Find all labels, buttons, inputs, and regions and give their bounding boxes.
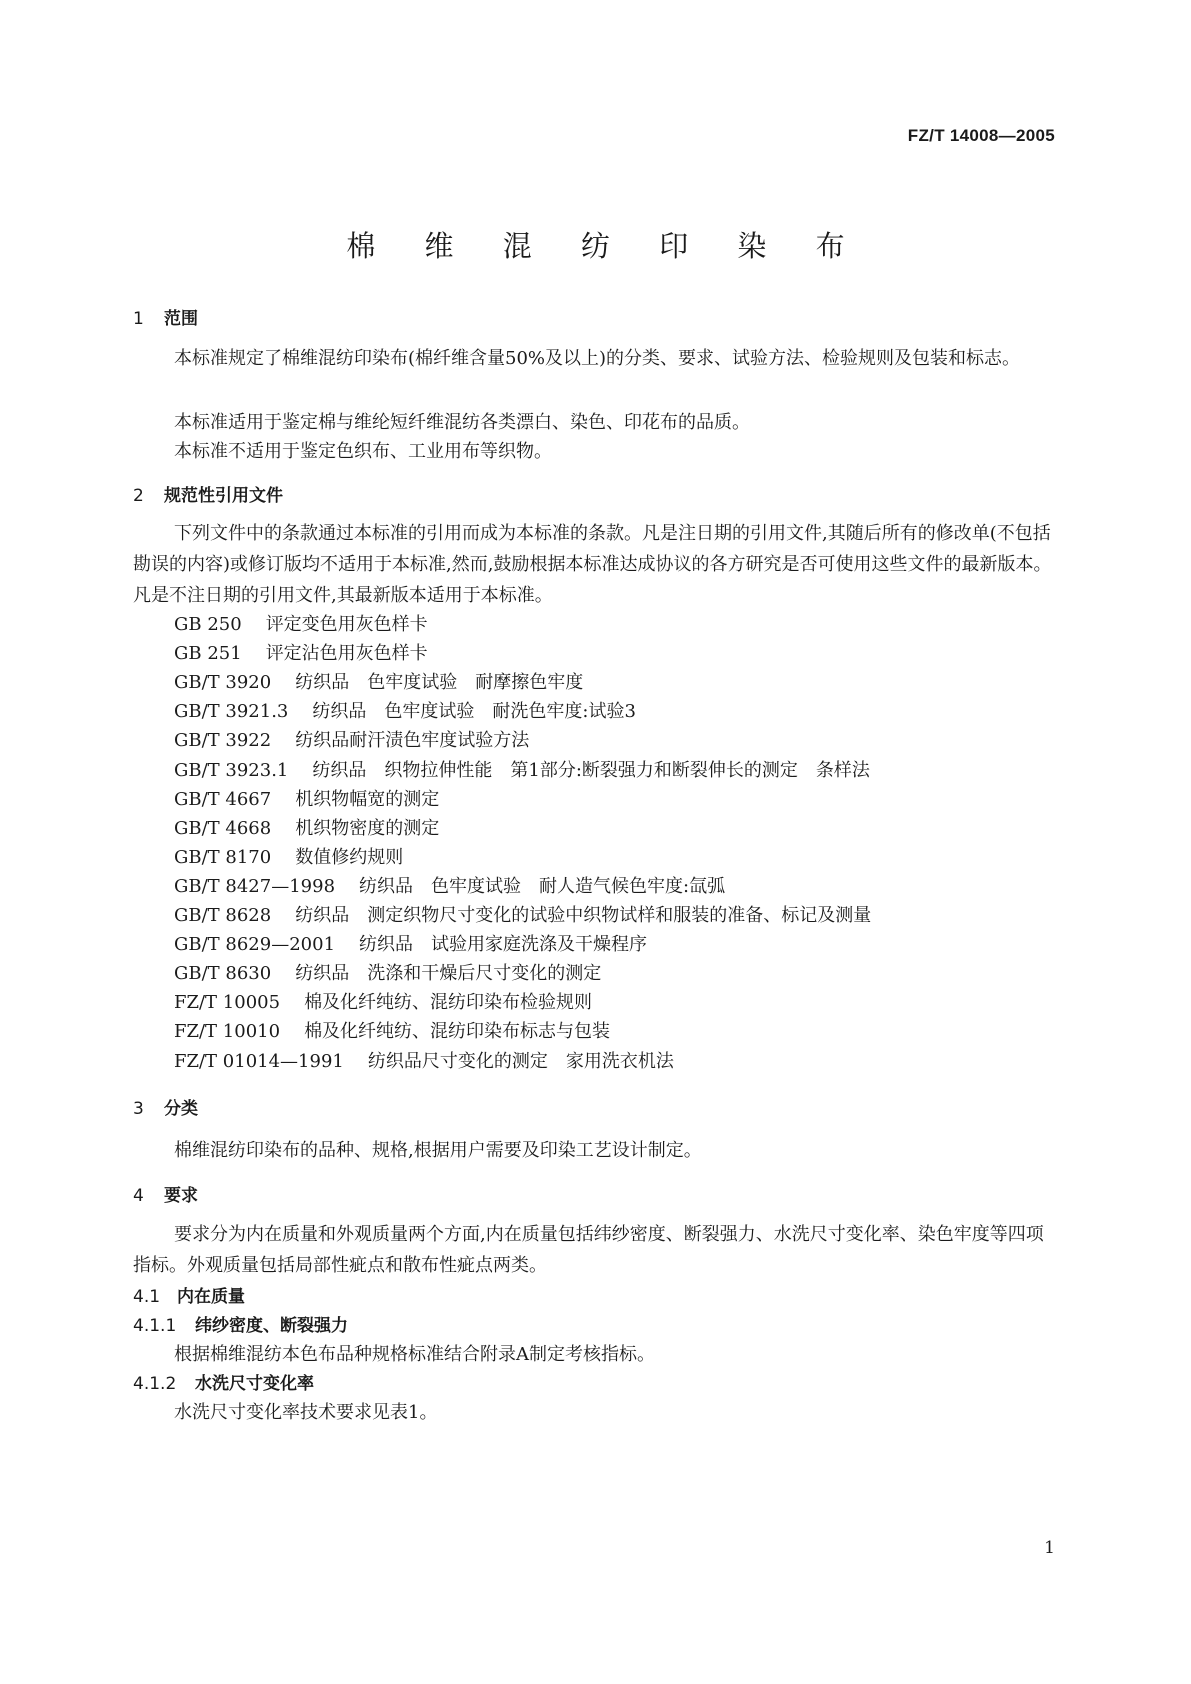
reference-title: 机织物幅宽的测定 (295, 788, 440, 810)
reference-item (174, 756, 870, 782)
section-1-heading (133, 304, 198, 329)
reference-code: GB/T 8628 (174, 905, 272, 926)
reference-code: GB 251 (174, 643, 242, 665)
section-2-paragraph-1: 下列文件中的条款通过本标准的引用而成为本标准的条款。凡是注日期的引用文件,其随后所有的修改单(不包括勘误的内容)或修订版均不适用于本标准,然而,鼓励根据本标准达成协议的各方研究是否可使用这些文件的最新版本。凡是不注日期的引用文件,其最新版本适用于本标准。 (133, 523, 1052, 606)
subsection-title: 纬纱密度、断裂强力 (195, 1316, 348, 1336)
reference-code: GB/T 3921.3 (174, 701, 289, 723)
page-number: 1 (1044, 1538, 1055, 1558)
section-1-paragraph-2: 本标准适用于鉴定棉与维纶短纤维混纺各类漂白、染色、印花布的品质。 (174, 412, 750, 433)
reference-code: GB/T 3922 (174, 730, 272, 752)
subsection-4-1-heading (133, 1282, 245, 1307)
section-number: 3 (133, 1099, 144, 1119)
subsection-title: 水洗尺寸变化率 (195, 1374, 314, 1394)
subsection-4-1-2-heading (133, 1369, 314, 1394)
reference-title: 纺织品 试验用家庭洗涤及干燥程序 (359, 934, 648, 956)
section-4-paragraph-1: 要求分为内在质量和外观质量两个方面,内在质量包括纬纱密度、断裂强力、水洗尺寸变化率、染色牢度等四项指标。外观质量包括局部性疵点和散布性疵点两类。 (133, 1224, 1044, 1276)
subsection-number: 4.1.2 (133, 1374, 177, 1394)
standard-code: FZ/T 14008—2005 (907, 126, 1055, 145)
reference-title: 纺织品 色牢度试验 耐洗色牢度:试验3 (312, 701, 636, 723)
reference-item (174, 668, 583, 694)
reference-code: GB 250 (174, 614, 242, 635)
section-number: 4 (133, 1186, 144, 1206)
reference-title: 评定沾色用灰色样卡 (265, 643, 428, 665)
section-number: 1 (133, 309, 144, 329)
reference-title: 纺织品 织物拉伸性能 第1部分:断裂强力和断裂伸长的测定 条样法 (312, 759, 870, 781)
reference-title: 纺织品 洗涤和干燥后尺寸变化的测定 (295, 963, 602, 985)
reference-code: GB/T 8170 (174, 846, 272, 868)
reference-item (174, 610, 428, 636)
reference-item (174, 959, 601, 985)
section-3-heading (133, 1094, 198, 1119)
section-1-paragraph-3: 本标准不适用于鉴定色织布、工业用布等织物。 (174, 441, 552, 462)
reference-item (174, 872, 725, 898)
reference-title: 纺织品 测定织物尺寸变化的试验中织物试样和服装的准备、标记及测量 (295, 905, 872, 926)
section-2-heading (133, 481, 283, 506)
subsection-number: 4.1 (133, 1287, 161, 1307)
reference-title: 纺织品耐汗渍色牢度试验方法 (295, 730, 530, 752)
reference-code: FZ/T 10005 (174, 992, 281, 1014)
reference-code: GB/T 3923.1 (174, 759, 289, 781)
document-title: 棉 维 混 纺 印 染 布 (346, 229, 865, 263)
reference-item (174, 843, 403, 869)
subsection-4-1-1-heading (133, 1311, 348, 1336)
reference-item (174, 1017, 610, 1043)
reference-title: 纺织品 色牢度试验 耐人造气候色牢度:氙弧 (359, 875, 726, 897)
reference-title: 机织物密度的测定 (295, 817, 440, 839)
reference-title: 评定变色用灰色样卡 (265, 614, 428, 635)
reference-title: 数值修约规则 (295, 846, 404, 868)
reference-code: FZ/T 10010 (174, 1021, 281, 1043)
reference-code: GB/T 8629—2001 (174, 934, 336, 956)
reference-code: GB/T 8630 (174, 963, 272, 985)
reference-item (174, 697, 636, 723)
reference-code: GB/T 4667 (174, 788, 272, 810)
reference-item (174, 1047, 674, 1073)
reference-title: 纺织品尺寸变化的测定 家用洗衣机法 (367, 1050, 674, 1072)
reference-code: GB/T 3920 (174, 672, 272, 694)
subsection-4-1-1-paragraph: 根据棉维混纺本色布品种规格标准结合附录A制定考核指标。 (174, 1344, 655, 1365)
reference-item (174, 988, 592, 1014)
reference-title: 棉及化纤纯纺、混纺印染布标志与包装 (304, 1021, 611, 1043)
section-title: 要求 (164, 1186, 198, 1206)
subsection-number: 4.1.1 (133, 1316, 177, 1336)
reference-item (174, 901, 871, 927)
reference-code: GB/T 4668 (174, 817, 272, 839)
section-4-heading (133, 1181, 198, 1206)
reference-title: 棉及化纤纯纺、混纺印染布检验规则 (304, 992, 593, 1014)
reference-title: 纺织品 色牢度试验 耐摩擦色牢度 (295, 672, 584, 694)
reference-code: FZ/T 01014—1991 (174, 1050, 344, 1072)
section-title: 范围 (164, 309, 198, 329)
subsection-title: 内在质量 (177, 1287, 245, 1307)
section-3-paragraph-1: 棉维混纺印染布的品种、规格,根据用户需要及印染工艺设计制定。 (174, 1140, 702, 1161)
section-title: 规范性引用文件 (164, 486, 283, 506)
section-title: 分类 (164, 1099, 198, 1119)
section-1-paragraph-1: 本标准规定了棉维混纺印染布(棉纤维含量50%及以上)的分类、要求、试验方法、检验规则及包装和标志。 (174, 348, 1021, 369)
reference-item (174, 930, 647, 956)
reference-item (174, 639, 428, 665)
reference-code: GB/T 8427—1998 (174, 875, 336, 897)
reference-item (174, 814, 439, 840)
subsection-4-1-2-paragraph: 水洗尺寸变化率技术要求见表1。 (174, 1402, 438, 1423)
reference-item (174, 726, 529, 752)
reference-item (174, 785, 439, 811)
section-number: 2 (133, 486, 144, 506)
